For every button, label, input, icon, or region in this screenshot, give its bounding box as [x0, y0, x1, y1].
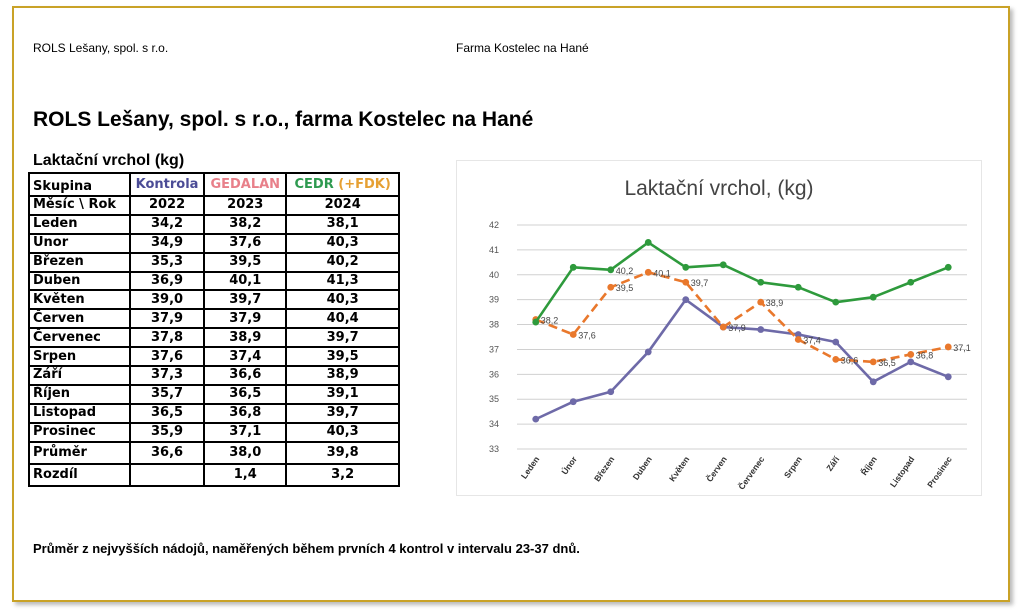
data-label: 39,5 [615, 283, 634, 294]
difference-label: Rozdíl [29, 464, 130, 486]
y-tick-label: 36 [488, 369, 499, 380]
year-cell: 2022 [130, 196, 204, 215]
value-cell: 37,9 [130, 309, 204, 328]
x-tick-label: Srpen [781, 454, 804, 480]
data-point [795, 336, 802, 343]
data-point [682, 296, 689, 303]
data-point [795, 284, 802, 291]
data-label: 37,9 [728, 323, 746, 334]
month-label: Říjen [29, 385, 130, 404]
lactation-peak-table [28, 172, 400, 487]
value-cell: 37,1 [204, 423, 286, 442]
table-row [29, 215, 399, 234]
table-row [29, 309, 399, 328]
table-row [29, 347, 399, 366]
value-cell: 35,7 [130, 385, 204, 404]
data-point [945, 264, 952, 271]
data-point [757, 326, 764, 333]
y-tick-label: 39 [488, 294, 499, 305]
x-tick-label: Červenec [736, 454, 767, 492]
y-tick-label: 34 [488, 419, 499, 430]
data-point [720, 261, 727, 268]
table-row [29, 253, 399, 272]
data-label: 36,6 [840, 355, 859, 366]
year-cell: 2023 [204, 196, 286, 215]
col-cedr-name: CEDR [294, 176, 334, 192]
x-tick-label: Leden [518, 454, 542, 481]
data-point [645, 239, 652, 246]
data-point [945, 373, 952, 380]
chart-title: Laktační vrchol, (kg) [624, 177, 814, 200]
value-cell: 36,5 [204, 385, 286, 404]
month-label: Září [29, 366, 130, 385]
x-tick-label: Únor [559, 454, 579, 477]
value-cell: 40,4 [286, 309, 399, 328]
value-cell: 38,9 [286, 366, 399, 385]
group-label: Skupina [29, 173, 130, 196]
data-point [532, 416, 539, 423]
chart-panel [456, 160, 982, 496]
value-cell: 37,9 [204, 309, 286, 328]
data-point [532, 319, 539, 326]
data-point [945, 344, 952, 351]
lactation-peak-chart [457, 161, 981, 495]
y-tick-label: 42 [488, 220, 499, 230]
value-cell: 41,3 [286, 272, 399, 291]
month-label: Červen [29, 309, 130, 328]
table-header-row [29, 173, 399, 196]
value-cell: 39,5 [204, 253, 286, 272]
table-row [29, 234, 399, 253]
average-cell: 36,6 [130, 442, 204, 464]
data-point [907, 279, 914, 286]
value-cell: 39,7 [204, 290, 286, 309]
data-label: 36,5 [878, 357, 896, 368]
data-point [757, 279, 764, 286]
value-cell: 40,2 [286, 253, 399, 272]
x-tick-label: Květen [666, 454, 692, 484]
table-row [29, 272, 399, 291]
value-cell: 39,7 [286, 404, 399, 423]
value-cell: 40,1 [204, 272, 286, 291]
table-row [29, 366, 399, 385]
data-point [682, 279, 689, 286]
data-point [607, 266, 614, 273]
month-label: Duben [29, 272, 130, 291]
value-cell: 37,6 [204, 234, 286, 253]
data-point [607, 284, 614, 291]
document-title: ROLS Lešany, spol. s r.o., farma Kostelec na Hané [33, 108, 534, 131]
month-label: Únor [29, 234, 130, 253]
month-label: Srpen [29, 347, 130, 366]
data-label: 36,8 [915, 350, 934, 361]
header-farm: Farma Kostelec na Hané [456, 41, 589, 55]
value-cell: 40,3 [286, 290, 399, 309]
y-tick-label: 38 [488, 319, 499, 330]
data-point [870, 294, 877, 301]
data-point [570, 331, 577, 338]
value-cell: 35,3 [130, 253, 204, 272]
month-label: Květen [29, 290, 130, 309]
table-year-row [29, 196, 399, 215]
month-label: Červenec [29, 328, 130, 347]
data-point [870, 378, 877, 385]
value-cell: 35,9 [130, 423, 204, 442]
data-point [570, 398, 577, 405]
value-cell: 37,8 [130, 328, 204, 347]
data-point [645, 269, 652, 276]
footnote: Průměr z nejvyšších nádojů, naměřených během prvních 4 kontrol v intervalu 23-37 dnů. [33, 541, 580, 556]
value-cell: 38,9 [204, 328, 286, 347]
value-cell: 38,1 [286, 215, 399, 234]
value-cell: 37,6 [130, 347, 204, 366]
difference-cell [130, 464, 204, 486]
data-point [832, 299, 839, 306]
average-row [29, 442, 399, 464]
data-label: 38,9 [765, 298, 784, 309]
data-label: 38,2 [540, 315, 559, 326]
x-tick-label: Březen [591, 454, 617, 484]
month-label: Prosinec [29, 423, 130, 442]
difference-cell: 1,4 [204, 464, 286, 486]
average-cell: 39,8 [286, 442, 399, 464]
table-title: Laktační vrchol (kg) [33, 152, 185, 169]
series-line [536, 272, 949, 362]
value-cell: 40,3 [286, 234, 399, 253]
value-cell: 34,9 [130, 234, 204, 253]
y-tick-label: 35 [488, 394, 499, 405]
y-tick-label: 37 [488, 344, 499, 355]
table-row [29, 423, 399, 442]
year-cell: 2024 [286, 196, 399, 215]
data-point [645, 349, 652, 356]
data-label: 37,1 [953, 342, 971, 353]
data-label: 37,6 [578, 330, 596, 341]
data-point [570, 264, 577, 271]
col-kontrola: Kontrola [130, 173, 204, 196]
table-row [29, 290, 399, 309]
col-gedalan: GEDALAN [204, 173, 286, 196]
x-tick-label: Červen [704, 454, 729, 484]
y-tick-label: 33 [488, 444, 499, 454]
x-tick-label: Prosinec [925, 454, 954, 490]
data-point [682, 264, 689, 271]
value-cell: 36,9 [130, 272, 204, 291]
y-tick-label: 40 [488, 269, 499, 280]
x-tick-label: Říjen [858, 454, 879, 478]
data-point [832, 339, 839, 346]
value-cell: 37,4 [204, 347, 286, 366]
series-line [536, 242, 949, 322]
table-row [29, 404, 399, 423]
data-label: 37,4 [803, 335, 821, 346]
data-point [870, 358, 877, 365]
data-point [832, 356, 839, 363]
value-cell: 40,3 [286, 423, 399, 442]
period-label: Měsíc \ Rok [29, 196, 130, 215]
value-cell: 39,0 [130, 290, 204, 309]
col-cedr-suffix: (+FDK) [338, 176, 391, 192]
value-cell: 39,7 [286, 328, 399, 347]
y-tick-label: 41 [488, 244, 499, 255]
data-label: 40,2 [615, 265, 634, 276]
data-label: 39,7 [690, 278, 709, 289]
data-point [907, 358, 914, 365]
col-cedr [286, 173, 399, 196]
table-row [29, 385, 399, 404]
value-cell: 36,6 [204, 366, 286, 385]
value-cell: 37,3 [130, 366, 204, 385]
average-cell: 38,0 [204, 442, 286, 464]
value-cell: 36,5 [130, 404, 204, 423]
average-label: Průměr [29, 442, 130, 464]
data-point [720, 324, 727, 331]
difference-cell: 3,2 [286, 464, 399, 486]
value-cell: 36,8 [204, 404, 286, 423]
x-tick-label: Duben [630, 454, 654, 482]
x-tick-label: Listopad [887, 454, 917, 490]
header-company: ROLS Lešany, spol. s r.o. [33, 41, 169, 55]
month-label: Březen [29, 253, 130, 272]
value-cell: 34,2 [130, 215, 204, 234]
month-label: Leden [29, 215, 130, 234]
data-point [907, 351, 914, 358]
data-label: 40,1 [653, 268, 671, 279]
x-tick-label: Září [824, 454, 842, 473]
value-cell: 38,2 [204, 215, 286, 234]
difference-row [29, 464, 399, 486]
table-row [29, 328, 399, 347]
value-cell: 39,1 [286, 385, 399, 404]
value-cell: 39,5 [286, 347, 399, 366]
data-point [757, 299, 764, 306]
month-label: Listopad [29, 404, 130, 423]
data-point [607, 388, 614, 395]
